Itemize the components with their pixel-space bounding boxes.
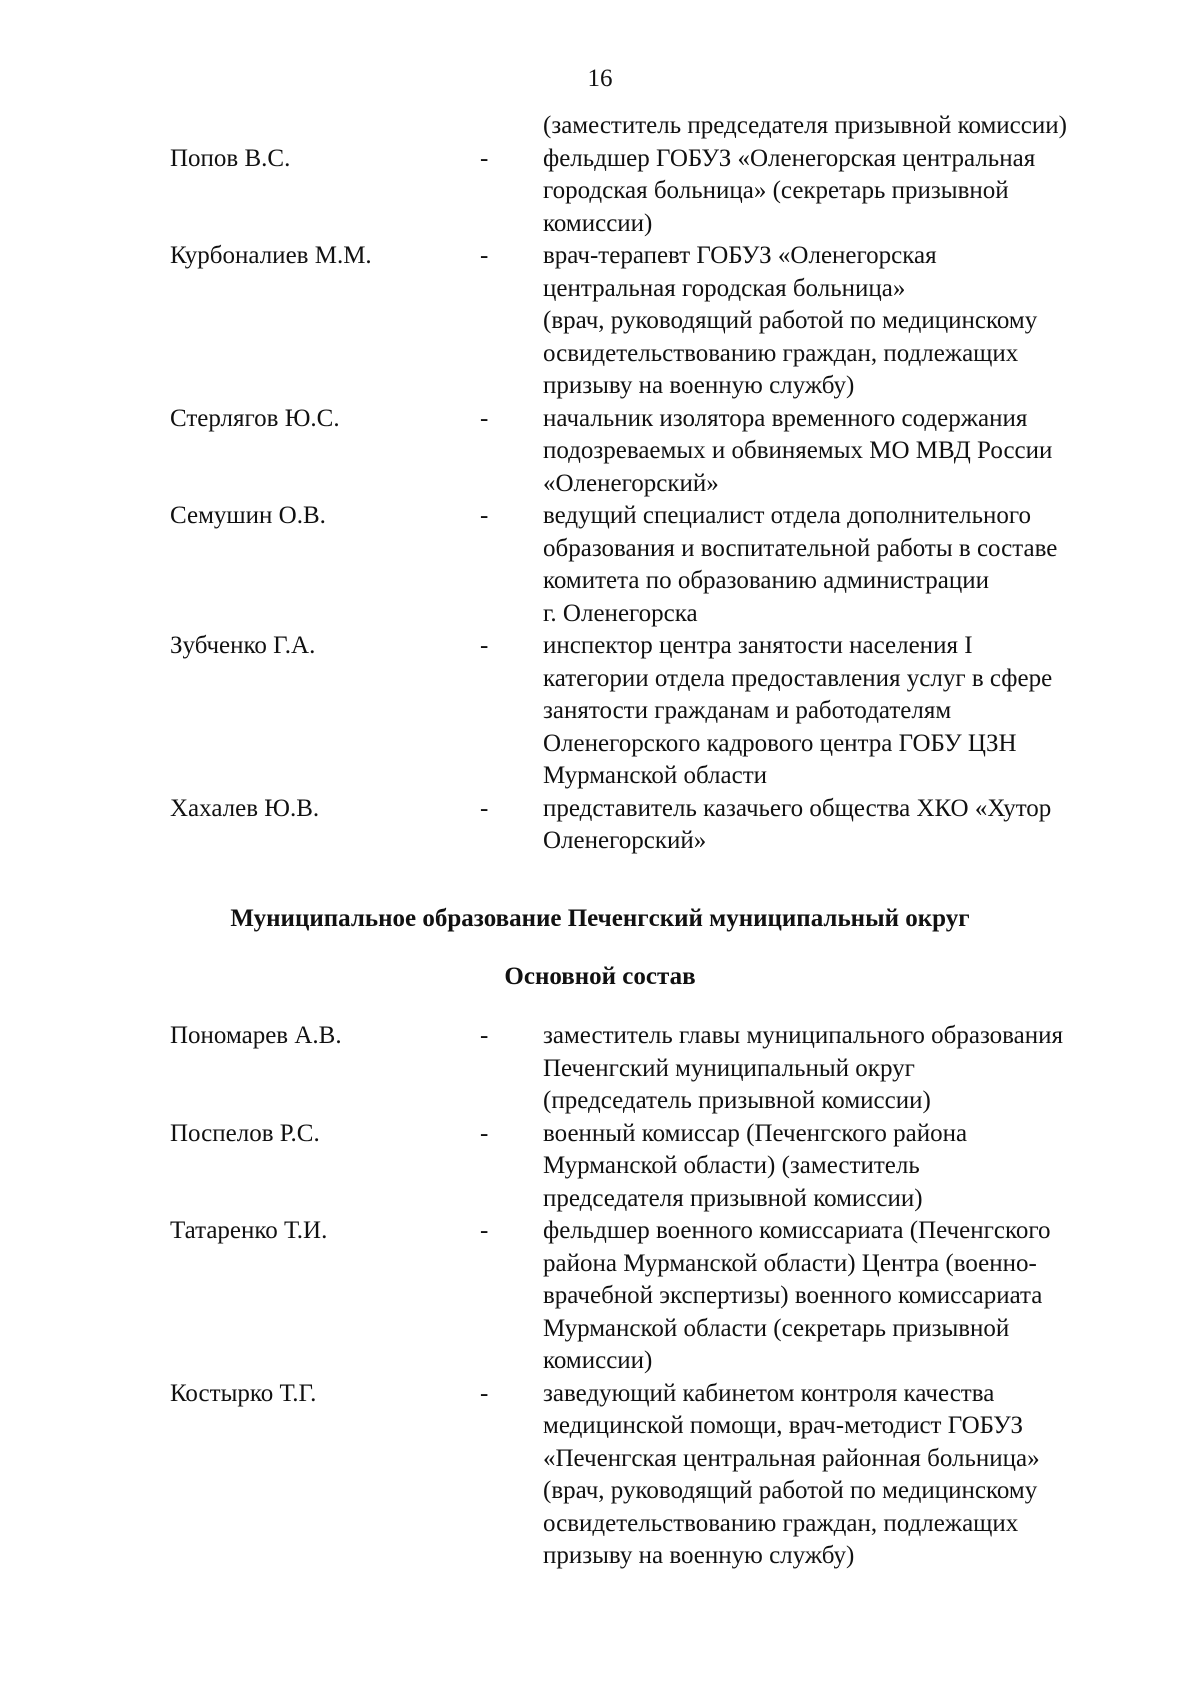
position-line: Мурманской области) (заместитель (543, 1152, 920, 1179)
member-position (543, 630, 1145, 793)
position-line: «Оленегорский» (543, 469, 719, 497)
dash-separator: - (480, 144, 489, 172)
dash-separator: - (480, 1022, 489, 1049)
position-line: занятости гражданам и работодателям (543, 697, 952, 724)
page-number: 16 (587, 65, 613, 92)
position-line: «Печенгская центральная районная больница» (543, 1444, 1040, 1472)
position-line: призыву на военную службу) (543, 1542, 855, 1569)
position-line: центральная городская больница» (543, 274, 906, 302)
position-line: медицинской помощи, врач-методист ГОБУЗ (543, 1412, 1023, 1439)
position-line: инспектор центра занятости населения I (543, 632, 973, 659)
dash-separator: - (480, 794, 489, 822)
member-name: Попов В.С. (170, 144, 291, 172)
member-name: Татаренко Т.И. (170, 1217, 328, 1244)
member-row (170, 1020, 1145, 1118)
member-position (543, 240, 1145, 403)
dash-separator: - (480, 1119, 489, 1147)
member-row (170, 1378, 1145, 1573)
member-position (543, 793, 1145, 858)
position-line: комиссии) (543, 209, 653, 237)
member-row (170, 1215, 1145, 1378)
member-list (170, 1020, 1145, 1573)
dash-separator: - (480, 242, 489, 269)
position-line: г. Оленегорска (543, 599, 698, 627)
position-line: фельдшер военного комиссариата (Печенгского (543, 1217, 1051, 1244)
main-composition-heading: Основной состав (504, 963, 696, 990)
position-line: Мурманской области (543, 762, 768, 789)
commission-list-olenegorsk (170, 110, 1145, 858)
member-position (543, 403, 1145, 501)
member-name: Хахалев Ю.В. (170, 794, 320, 822)
commission-list-pechenga (170, 1020, 1145, 1573)
position-line: военный комиссар (Печенгского района (543, 1119, 968, 1147)
position-line: заместитель главы муниципального образования (543, 1022, 1064, 1049)
member-name: Пономарев А.В. (170, 1022, 342, 1049)
member-position (543, 1378, 1145, 1573)
position-line: Оленегорский» (543, 827, 707, 854)
member-row (170, 143, 1145, 241)
position-line: Печенгский муниципальный округ (543, 1054, 915, 1082)
position-line: подозреваемых и обвиняемых МО МВД России (543, 437, 1053, 464)
position-line: Оленегорского кадрового центра ГОБУ ЦЗН (543, 729, 1017, 757)
member-name: Поспелов Р.С. (170, 1119, 320, 1147)
member-position (543, 1118, 1145, 1216)
member-name: Семушин О.В. (170, 502, 326, 529)
continuation-text: (заместитель председателя призывной комиссии) (543, 112, 1067, 139)
position-line: категории отдела предоставления услуг в сфере (543, 664, 1053, 692)
position-line: председателя призывной комиссии) (543, 1184, 923, 1212)
position-line: ведущий специалист отдела дополнительного (543, 502, 1031, 529)
dash-separator: - (480, 502, 489, 529)
member-row (170, 500, 1145, 630)
position-line: Мурманской области (секретарь призывной (543, 1314, 1010, 1342)
position-line: заведующий кабинетом контроля качества (543, 1379, 995, 1407)
member-row (170, 793, 1145, 858)
member-row (170, 240, 1145, 403)
member-row (170, 1118, 1145, 1216)
position-line: освидетельствованию граждан, подлежащих (543, 1509, 1019, 1537)
member-position (543, 500, 1145, 630)
position-line: района Мурманской области) Центра (военно- (543, 1249, 1037, 1277)
position-line: начальник изолятора временного содержания (543, 404, 1028, 432)
position-line: (председатель призывной комиссии) (543, 1087, 931, 1114)
position-line: образования и воспитательной работы в составе (543, 534, 1058, 562)
member-name: Курбоналиев М.М. (170, 242, 372, 269)
position-line: врач-терапевт ГОБУЗ «Оленегорская (543, 242, 937, 269)
member-name: Костырко Т.Г. (170, 1379, 317, 1407)
position-line: комитета по образованию администрации (543, 567, 989, 594)
member-list (170, 143, 1145, 858)
member-position (543, 1020, 1145, 1118)
position-line: представитель казачьего общества ХКО «Хутор (543, 794, 1052, 822)
dash-separator: - (480, 632, 489, 659)
member-row (170, 403, 1145, 501)
position-line: (врач, руководящий работой по медицинскому (543, 1477, 1038, 1504)
position-line: фельдшер ГОБУЗ «Оленегорская центральная (543, 144, 1036, 172)
position-line: (врач, руководящий работой по медицинскому (543, 307, 1038, 334)
member-position (543, 143, 1145, 241)
member-row (170, 630, 1145, 793)
dash-separator: - (480, 404, 489, 432)
dash-separator: - (480, 1379, 489, 1407)
dash-separator: - (480, 1217, 489, 1244)
member-position (543, 1215, 1145, 1378)
position-line: врачебной экспертизы) военного комиссариата (543, 1282, 1043, 1309)
municipality-heading: Муниципальное образование Печенгский муниципальный округ (230, 905, 970, 932)
member-name: Стерлягов Ю.С. (170, 404, 340, 432)
member-name: Зубченко Г.А. (170, 632, 316, 659)
position-line: освидетельствованию граждан, подлежащих (543, 339, 1019, 367)
position-line: городская больница» (секретарь призывной (543, 177, 1009, 204)
position-line: комиссии) (543, 1347, 653, 1374)
position-line: призыву на военную службу) (543, 372, 855, 399)
